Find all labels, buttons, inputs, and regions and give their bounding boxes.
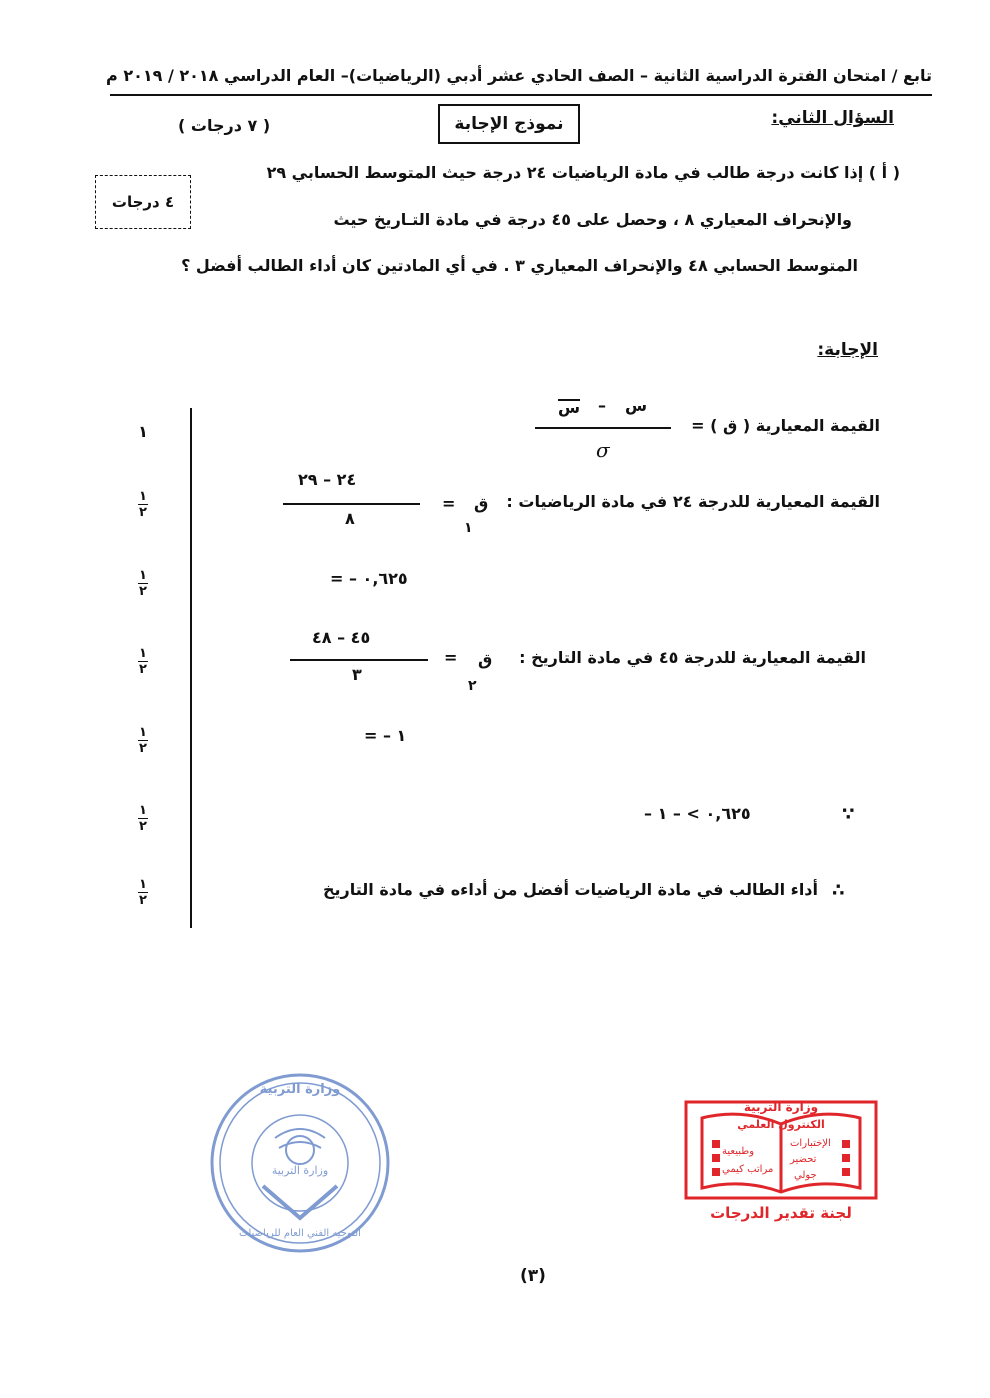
header-divider xyxy=(110,94,932,96)
question-line-3: المتوسط الحسابي ٤٨ والإنحراف المعياري ٣ . في أي المادتين كان أداء الطالب أفضل ؟ xyxy=(181,256,858,275)
marks-margin-line xyxy=(190,408,192,928)
math-label: القيمة المعيارية للدرجة ٢٤ في مادة الرياضيات : xyxy=(506,492,880,511)
formula-numerator-mean: س xyxy=(558,398,581,417)
formula-label: القيمة المعيارية ( ق ) = xyxy=(691,416,880,435)
mark-half: ١ ٢ xyxy=(139,803,147,834)
math-equals: = xyxy=(442,494,456,513)
total-marks: ( ٧ درجات ) xyxy=(178,116,271,135)
history-equals: = xyxy=(444,648,458,667)
formula-numerator-x: س xyxy=(625,396,648,415)
part-marks-box: ٤ درجات xyxy=(95,175,191,229)
math-result: = – ٠,٦٢٥ xyxy=(330,569,408,588)
exam-header: تابع / امتحان الفترة الدراسية الثانية – الصف الحادي عشر أدبي (الرياضيات)– العام الدراسي ٢٠١٨ / ٢٠١٩ م xyxy=(106,66,932,85)
conclusion: أداء الطالب في مادة الرياضيات أفضل من أداءه في مادة التاريخ xyxy=(323,880,818,899)
red-stamp-subtitle: الكنترول العلمي xyxy=(737,1118,825,1131)
red-stamp-title: وزارة التربية xyxy=(743,1100,819,1114)
page-number: (٣) xyxy=(520,1266,546,1286)
grading-red-stamp xyxy=(672,1090,890,1222)
mark-half: ١ ٢ xyxy=(139,646,147,677)
formula-fraction-bar xyxy=(535,427,671,429)
history-result: = – ١ xyxy=(364,726,407,745)
blue-stamp-bottom-text: التوجيه الفني العام للرياضيات xyxy=(239,1228,361,1239)
red-stamp-footer: لجنة تقدير الدرجات xyxy=(710,1204,852,1222)
formula-minus: – xyxy=(598,396,606,415)
math-denominator: ٨ xyxy=(345,509,355,528)
history-q-subscript: ٢ xyxy=(468,678,477,694)
red-stamp-item: جولي xyxy=(794,1170,817,1181)
since-symbol: ∵ xyxy=(842,804,855,825)
question-line-2: والإنحراف المعياري ٨ ، وحصل على ٤٥ درجة في مادة التـاريخ حيث xyxy=(333,210,852,229)
math-q-subscript: ١ xyxy=(464,520,473,536)
red-stamp-item: تحضير xyxy=(790,1154,817,1165)
mark-one: ١ xyxy=(138,422,148,441)
formula-denominator: σ xyxy=(596,438,610,462)
answer-label: الإجابة: xyxy=(817,340,878,360)
history-q: ق xyxy=(478,650,493,669)
therefore-symbol: ∴ xyxy=(832,880,845,901)
red-stamp-item: الإختبارات xyxy=(790,1138,831,1149)
red-stamp-item: مراتب كيمي xyxy=(722,1164,774,1175)
question-title: السؤال الثاني: xyxy=(771,108,894,128)
comparison: – ٠,٦٢٥ > – ١ xyxy=(644,804,751,823)
history-fraction-bar xyxy=(290,659,428,661)
mark-half: ١ ٢ xyxy=(139,568,147,599)
math-q: ق xyxy=(474,494,489,513)
blue-stamp-center-text: وزارة التربية xyxy=(271,1164,329,1177)
model-answer-box: نموذج الإجابة xyxy=(438,104,580,144)
ministry-blue-stamp xyxy=(205,1068,395,1262)
red-stamp-item: وطبيعية xyxy=(722,1146,755,1157)
mark-half: ١ ٢ xyxy=(139,725,147,756)
history-denominator: ٣ xyxy=(352,665,362,684)
blue-stamp-top-text: وزارة التربية xyxy=(259,1082,341,1097)
math-fraction-bar xyxy=(283,503,420,505)
history-numerator: ٤٥ – ٤٨ xyxy=(312,628,371,647)
math-numerator: ٢٤ – ٢٩ xyxy=(298,470,357,489)
question-line-1: ( أ ) إذا كانت درجة طالب في مادة الرياضيات ٢٤ درجة حيث المتوسط الحسابي ٢٩ xyxy=(266,163,900,182)
mark-half: ١ ٢ xyxy=(139,877,147,908)
mark-half: ١ ٢ xyxy=(139,489,147,520)
history-label: القيمة المعيارية للدرجة ٤٥ في مادة التاريخ : xyxy=(519,648,866,667)
